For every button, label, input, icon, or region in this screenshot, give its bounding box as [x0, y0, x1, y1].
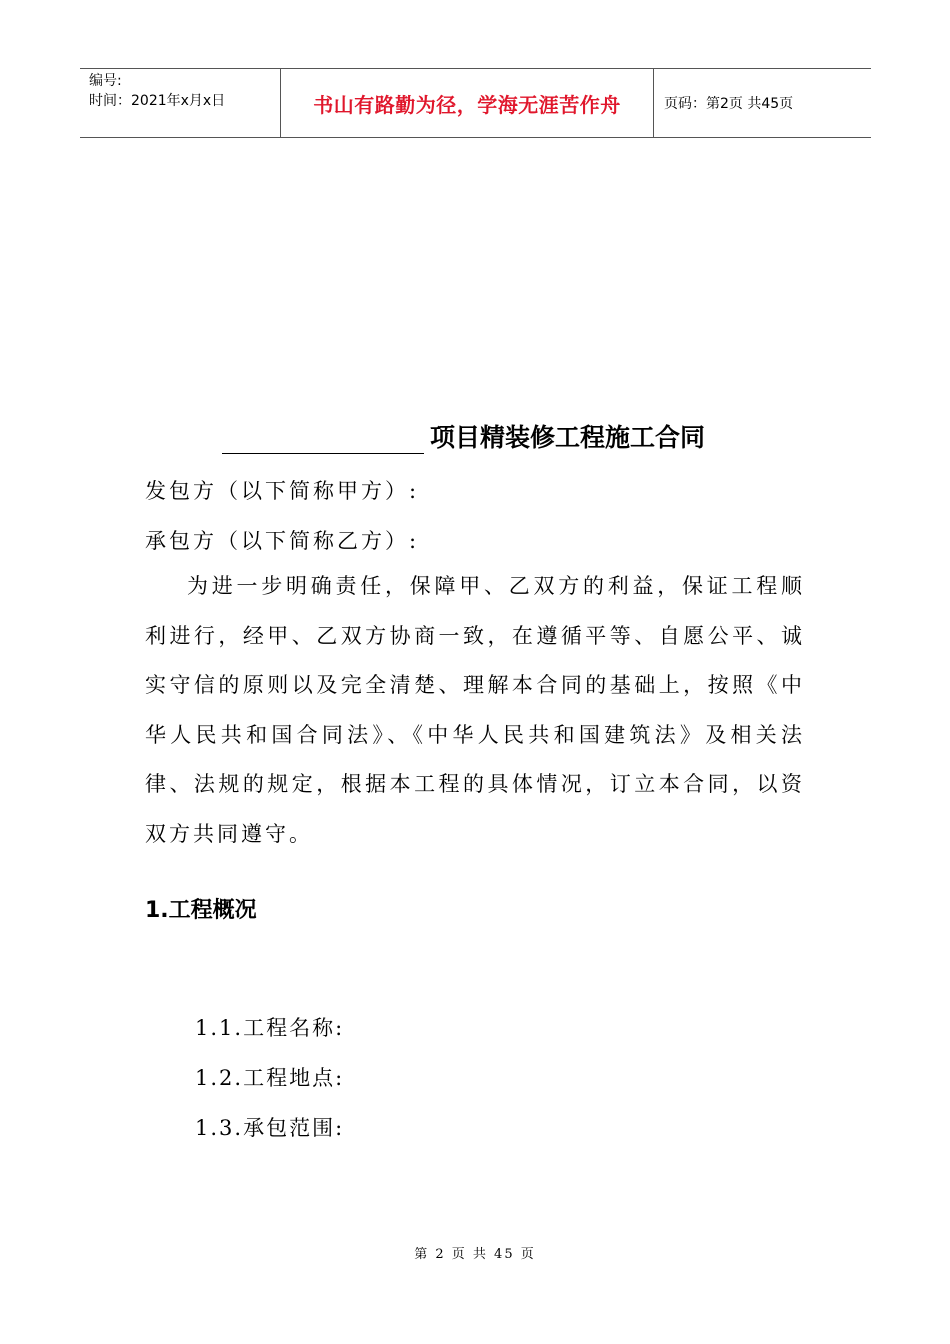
preamble-paragraph: 为进一步明确责任，保障甲、乙双方的利益，保证工程顺利进行，经甲、乙双方协商一致，在遵循平等、自愿公平、诚实守信的原则以及完全清楚、理解本合同的基础上，按照《中华人民共和国合同法》、《中华人民共和国建筑法》及相关法律、法规的规定，根据本工程的具体情况，订立本合同，以资双方共同遵守。 [145, 574, 805, 846]
header-meta-cell [80, 69, 281, 137]
list-item: 1.1.工程名称: [195, 1016, 345, 1040]
header-page-info: 页码：第2页 共45页 [664, 96, 794, 112]
party-b-line: 承包方（以下简称乙方）: [145, 529, 420, 553]
party-a-line: 发包方（以下简称甲方）: [145, 479, 420, 503]
contract-title-text: 项目精装修工程施工合同 [430, 423, 706, 452]
contract-title [222, 414, 705, 454]
section-heading: 1.工程概况 [145, 898, 257, 923]
list-item: 1.2.工程地点: [195, 1066, 345, 1090]
header-page-cell [654, 69, 871, 137]
header-motto: 书山有路勤为径，学海无涯苦作舟 [313, 92, 621, 117]
page-footer: 第 2 页 共 45 页 [414, 1247, 536, 1262]
section-items [195, 1003, 344, 1153]
list-item: 1.3.承包范围: [195, 1116, 345, 1140]
header-motto-cell [281, 69, 654, 137]
document-date-label: 时间：2021年x月x日 [89, 93, 226, 109]
project-name-blank [222, 423, 424, 454]
page-header [80, 68, 871, 138]
parties-block [145, 466, 805, 566]
document-number-label: 编号: [89, 73, 122, 89]
